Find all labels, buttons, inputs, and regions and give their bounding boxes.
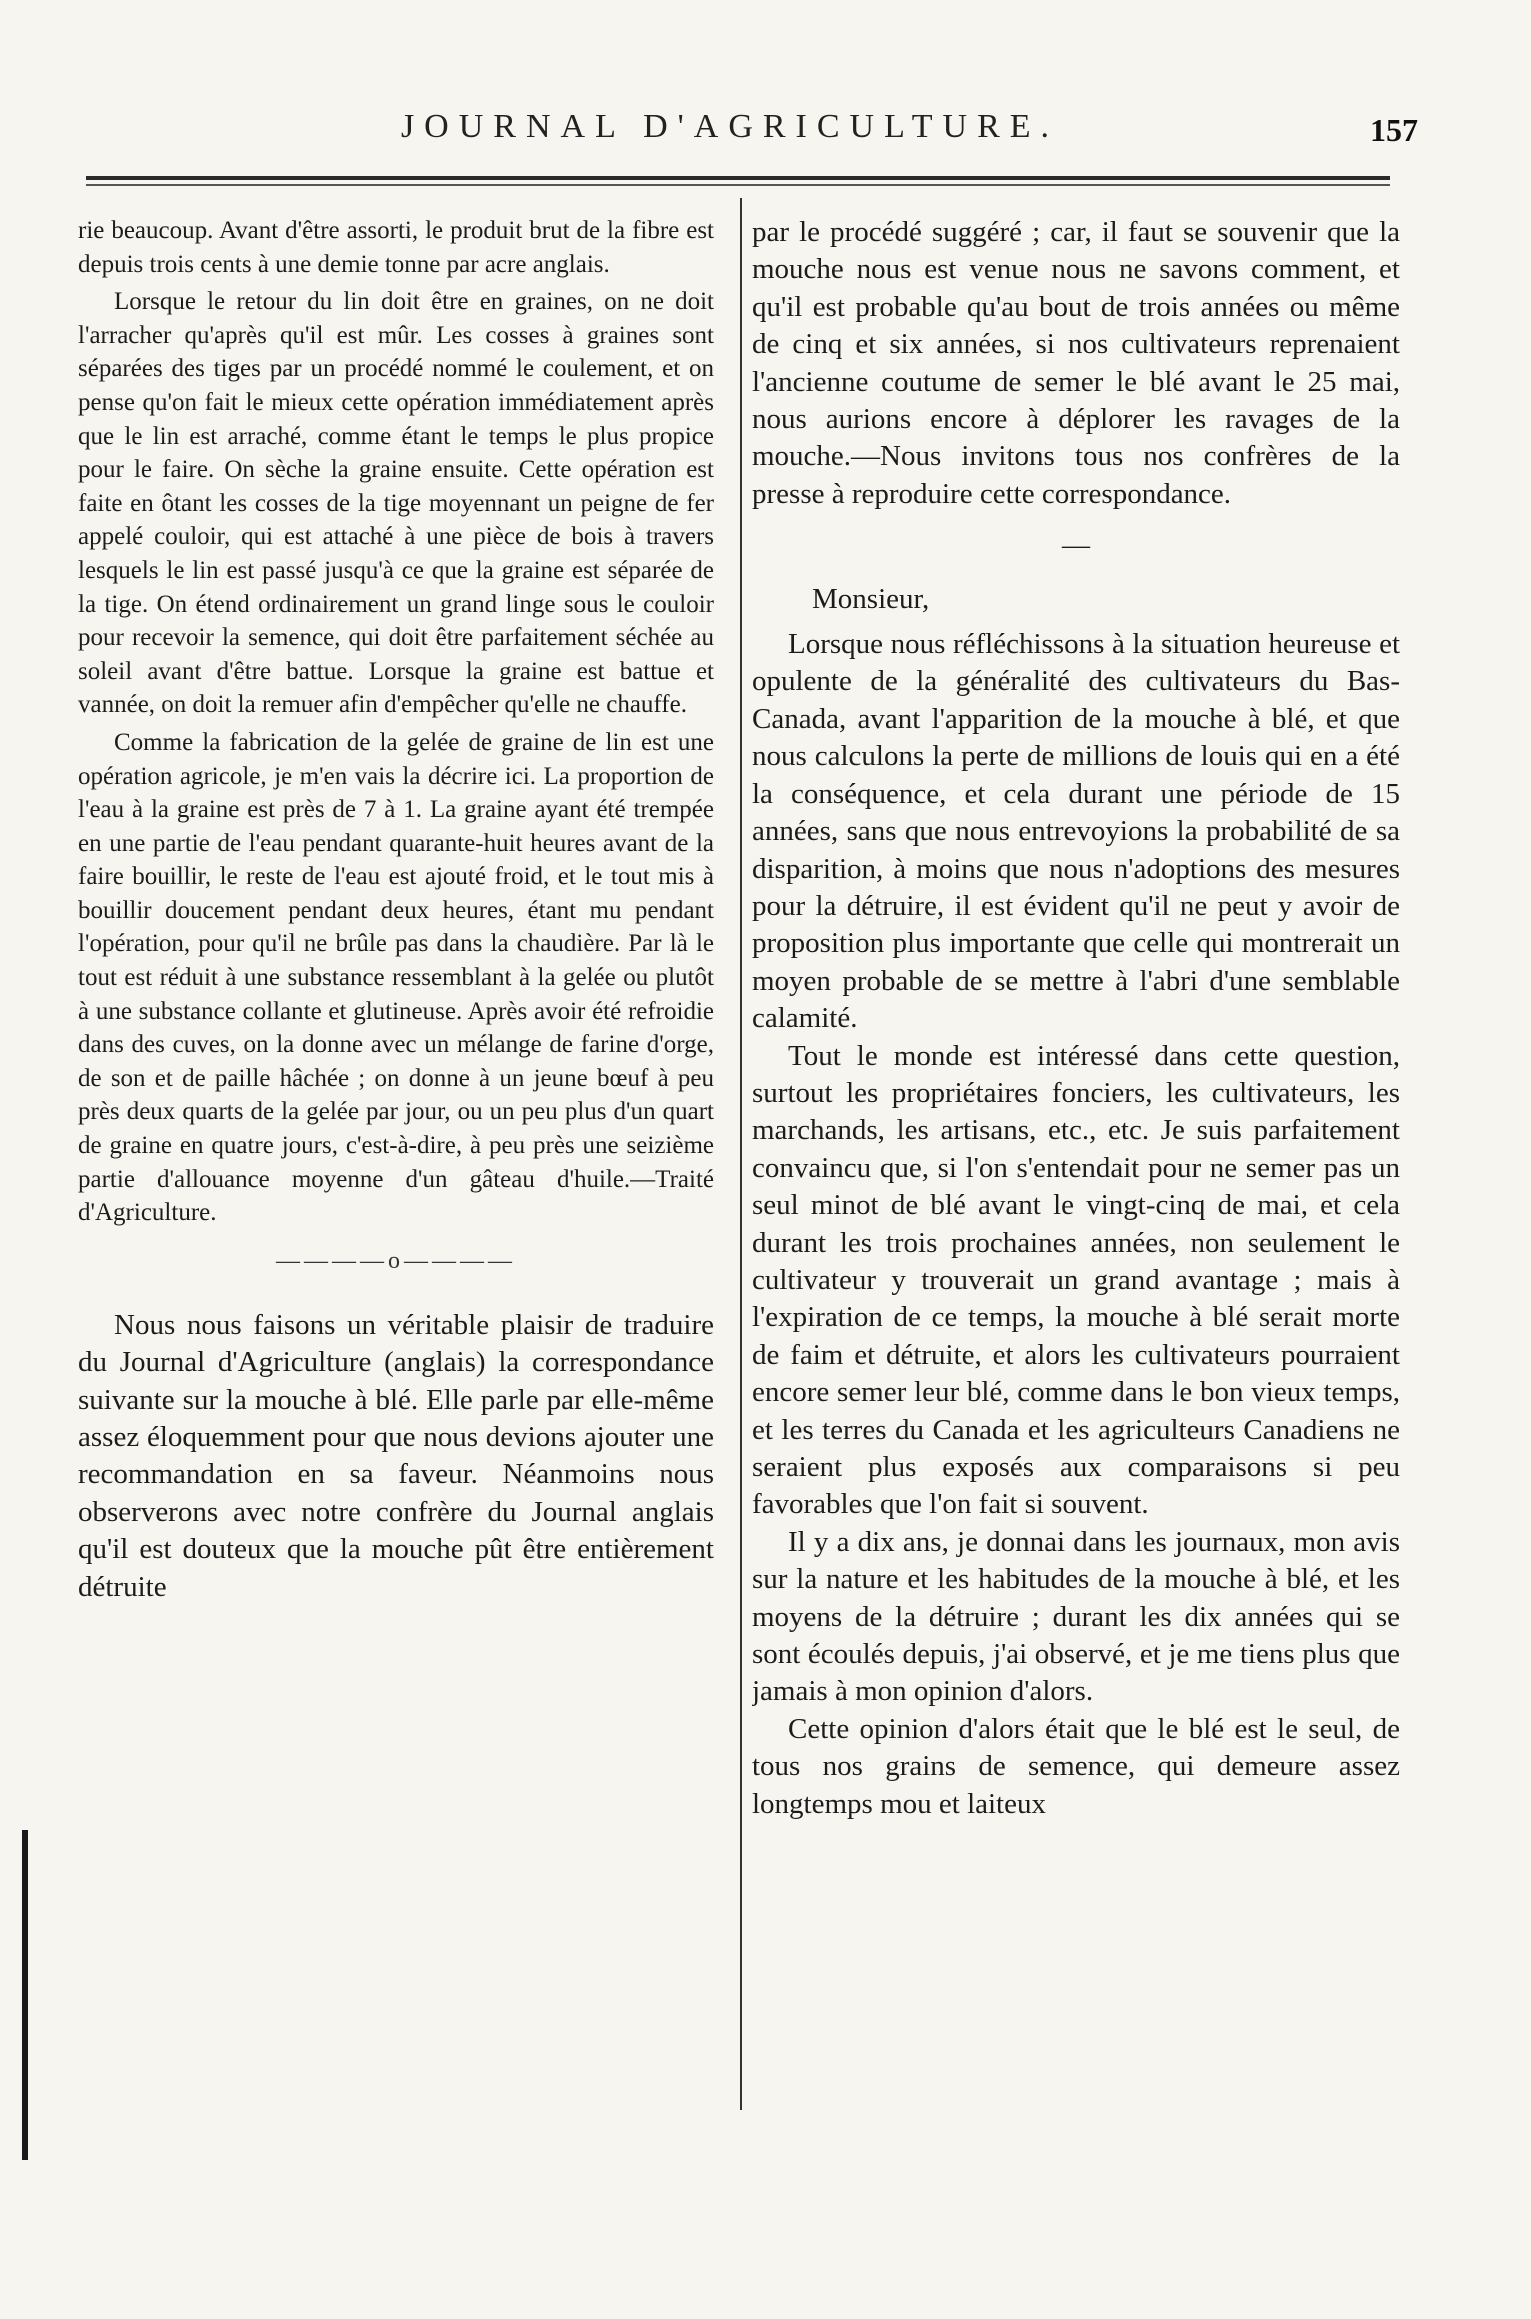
letter-salutation: Monsieur, xyxy=(812,582,930,615)
page-number: 157 xyxy=(1370,112,1418,148)
page-header xyxy=(0,108,1531,168)
paragraph-letter-history: Il y a dix ans, je donnai dans les journaux, mon avis sur la nature et les habitudes de la mouche à blé, et les moyens de la détruire ; durant les dix années qui se sont écoulés depuis, j'ai observé, et je me tiens plus que jamais à mon opinion d'alors. xyxy=(752,1525,1400,1708)
section-separator: ————o———— xyxy=(276,1247,516,1274)
paragraph-flax-jelly: Comme la fabrication de la gelée de graine de lin est une opération agricole, je m'en vais la décrire ici. La proportion de l'eau à la graine est près de 7 à 1. La graine ayant été trempée en une partie de l'eau pendant quarante-huit heures avant de la faire bouillir, le reste de l'eau est ajouté froid, et le tout mis à bouillir doucement pendant deux heures, étant mu pendant l'opération, pour qu'il ne brûle pas dans la chaudière. Par là le tout est réduit à une substance ressemblant à la gelée ou plutôt à une substance collante et glutineuse. Après avoir été refroidie dans des cuves, on la donne avec un mélange de farine d'orge, de son et de paille hâchée ; on donne à un jeune bœuf à peu près deux quarts de la gelée par jour, ou un peu plus d'un quart de graine en quatre jours, c'est-à-dire, à peu près une seizième partie d'allouance moyenne d'un gâteau d'huile.—Traité d'Agriculture. xyxy=(78,728,714,1227)
paragraph-letter-proposal: Tout le monde est intéressé dans cette question, surtout les propriétaires fonciers, les cultivateurs, les marchands, les artisans, etc., etc. Je suis parfaitement convaincu que, si l'on s'entendait pour ne semer pas un seul minot de blé avant le vingt-cinq de mai, et cela durant les trois prochaines années, non seulement le cultivateur y trouverait un grand avantage ; mais à l'expiration de ce temps, la mouche à blé serait morte de faim et détruite, et alors les cultivateurs pourraient encore semer leur blé, comme dans le bon vieux temps, et les terres du Canada et les agriculteurs Canadiens ne seraient plus exposés aux comparaisons si peu favorables que l'on fait si souvent. xyxy=(752,1039,1400,1521)
header-rule-thick xyxy=(86,176,1390,180)
letter-dash: — xyxy=(1062,530,1090,562)
header-rule-thin xyxy=(86,184,1390,186)
paragraph-editor-continued: par le procédé suggéré ; car, il faut se souvenir que la mouche nous est venue nous ne savons comment, et qu'il est probable qu'au bout de trois années ou même de cinq et six années, si nos cultivateurs reprenaient l'ancienne coutume de semer le blé avant le 25 mai, nous aurions encore à déplorer les ravages de la mouche.—Nous invitons tous nos confrères de la presse à reproduire cette correspondance. xyxy=(752,216,1400,510)
left-column xyxy=(78,214,714,2214)
paragraph-letter-opinion: Cette opinion d'alors était que le blé est le seul, de tous nos grains de semence, qui demeure assez longtemps mou et laiteux xyxy=(752,1712,1400,1820)
margin-mark xyxy=(22,1830,28,2160)
column-divider xyxy=(740,198,742,2110)
paragraph-flax-yield: rie beaucoup. Avant d'être assorti, le produit brut de la fibre est depuis trois cents à une demie tonne par acre anglais. xyxy=(78,217,714,278)
paragraph-flax-seed: Lorsque le retour du lin doit être en graines, on ne doit l'arracher qu'après qu'il est mûr. Les cosses à graines sont séparées des tiges par un procédé nommé le coulement, et on pense qu'on fait le mieux cette opération immédiatement après que le lin est arraché, comme étant le temps le plus propice pour le faire. On sèche la graine ensuite. Cette opération est faite en ôtant les cosses de la tige moyennant un peigne de fer appelé couloir, qui est attaché à une pièce de bois à travers lesquels le lin est passé jusqu'à ce que la graine est séparée de la tige. On étend ordinairement un grand linge sous le couloir pour recevoir la semence, qui doit être parfaitement séchée au soleil avant d'être battue. Lorsque la graine est battue et vannée, on doit la remuer afin d'empêcher qu'elle ne chauffe. xyxy=(78,288,714,719)
journal-title: JOURNAL D'AGRICULTURE. xyxy=(400,108,1060,145)
paragraph-letter-situation: Lorsque nous réfléchissons à la situation heureuse et opulente de la généralité des cultivateurs du Bas-Canada, avant l'apparition de la mouche à blé, et que nous calculons la perte de millions de louis qui en a été la conséquence, et cela durant une période de 15 années, sans que nous entrevoyions la probabilité de sa disparition, à moins que nous n'adoptions des mesures pour la détruire, il est évident qu'il ne peut y avoir de proposition plus importante que celle qui montrerait un moyen probable de se mettre à l'abri d'une semblable calamité. xyxy=(752,628,1400,1035)
right-column xyxy=(752,214,1400,2214)
paragraph-editor-intro: Nous nous faisons un véritable plaisir de traduire du Journal d'Agriculture (anglais) la correspondance suivante sur la mouche à blé. Elle parle par elle-même assez éloquemment pour que nous devions ajouter une recommandation en sa faveur. Néanmoins nous observerons avec notre confrère du Journal anglais qu'il est douteux que la mouche pût être entièrement détruite xyxy=(78,1308,714,1603)
